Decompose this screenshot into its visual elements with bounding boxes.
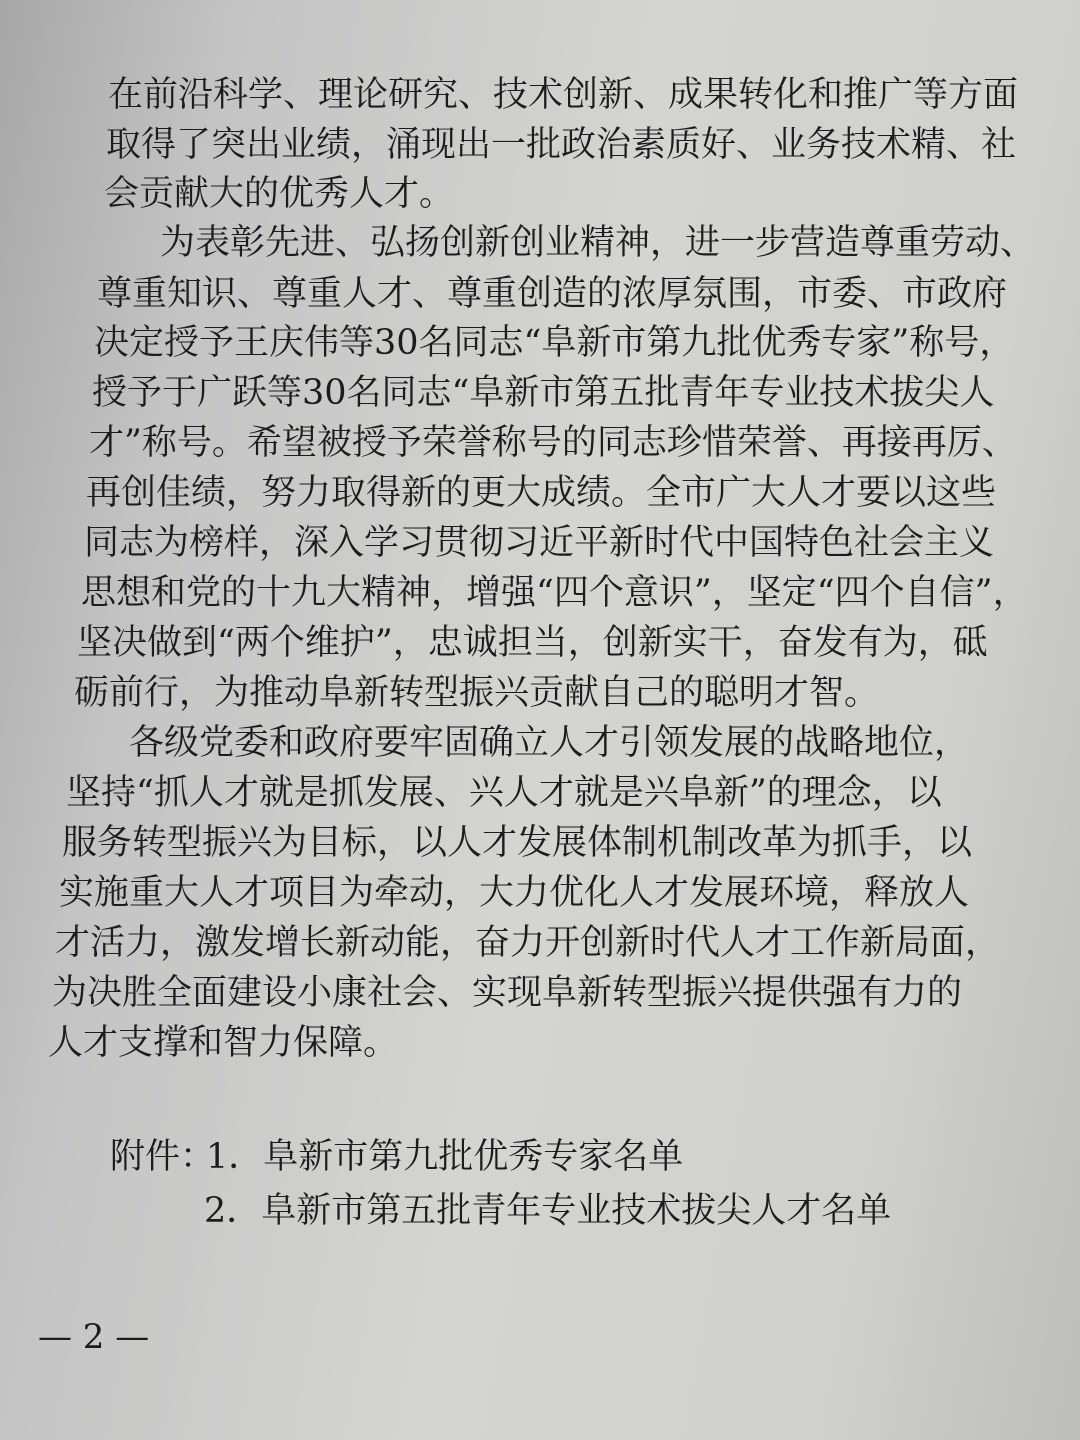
paragraph-2-line-3: 决定授予王庆伟等30名同志“阜新市第九批优秀专家”称号， bbox=[94, 323, 1015, 363]
paragraph-3-line-1: 各级党委和政府要牢固确立人才引领发展的战略地位， bbox=[129, 723, 970, 763]
attachment-item-1: 1．阜新市第九批优秀专家名单 bbox=[206, 1137, 684, 1177]
paragraph-2-line-9: 坚决做到“两个维护”，忠诚担当，创新实干，奋发有为，砥 bbox=[77, 623, 988, 663]
attachment-item-2: 2．阜新市第五批青年专业技术拔尖人才名单 bbox=[204, 1191, 892, 1231]
paragraph-2-line-4: 授予于广跃等30名同志“阜新市第五批青年专业技术拔尖人 bbox=[92, 373, 995, 413]
paragraph-2-line-7: 同志为榜样，深入学习贯彻习近平新时代中国特色社会主义 bbox=[84, 523, 995, 563]
page-number: — 2 — bbox=[38, 1317, 150, 1357]
paragraph-3-line-2: 坚持“抓人才就是抓发展、兴人才就是兴阜新”的理念，以 bbox=[66, 773, 942, 813]
paragraph-3-line-7: 人才支撑和智力保障。 bbox=[48, 1023, 399, 1063]
paragraph-2-line-6: 再创佳绩，努力取得新的更大成绩。全市广大人才要以这些 bbox=[86, 473, 997, 513]
paragraph-2-line-10: 砺前行，为推动阜新转型振兴贡献自己的聪明才智。 bbox=[74, 673, 880, 713]
paragraph-2-line-2: 尊重知识、尊重人才、尊重创造的浓厚氛围，市委、市政府 bbox=[97, 274, 1008, 314]
paragraph-3-line-6: 为决胜全面建设小康社会、实现阜新转型振兴提供强有力的 bbox=[52, 973, 963, 1013]
paragraph-2-line-5: 才”称号。希望被授予荣誉称号的同志珍惜荣誉、再接再厉、 bbox=[89, 423, 1017, 463]
paragraph-3-line-3: 服务转型振兴为目标，以人才发展体制机制改革为抓手，以 bbox=[62, 823, 973, 863]
paragraph-2-line-8: 思想和党的十九大精神，增强“四个意识”，坚定“四个自信”， bbox=[81, 573, 1028, 613]
attachments-label: 附件： bbox=[110, 1137, 216, 1177]
paragraph-1-line-3: 会贡献大的优秀人才。 bbox=[104, 174, 455, 214]
paragraph-1-line-1: 在前沿科学、理论研究、技术创新、成果转化和推广等方面 bbox=[108, 75, 1019, 115]
paragraph-3-line-4: 实施重大人才项目为牵动，大力优化人才发展环境，释放人 bbox=[59, 873, 970, 913]
paragraph-1-line-2: 取得了突出业绩，涌现出一批政治素质好、业务技术精、社 bbox=[106, 125, 1017, 165]
paragraph-2-line-1: 为表彰先进、弘扬创新创业精神，进一步营造尊重劳动、 bbox=[160, 223, 1036, 263]
paragraph-3-line-5: 才活力，激发增长新动能，奋力开创新时代人才工作新局面， bbox=[55, 923, 1001, 963]
